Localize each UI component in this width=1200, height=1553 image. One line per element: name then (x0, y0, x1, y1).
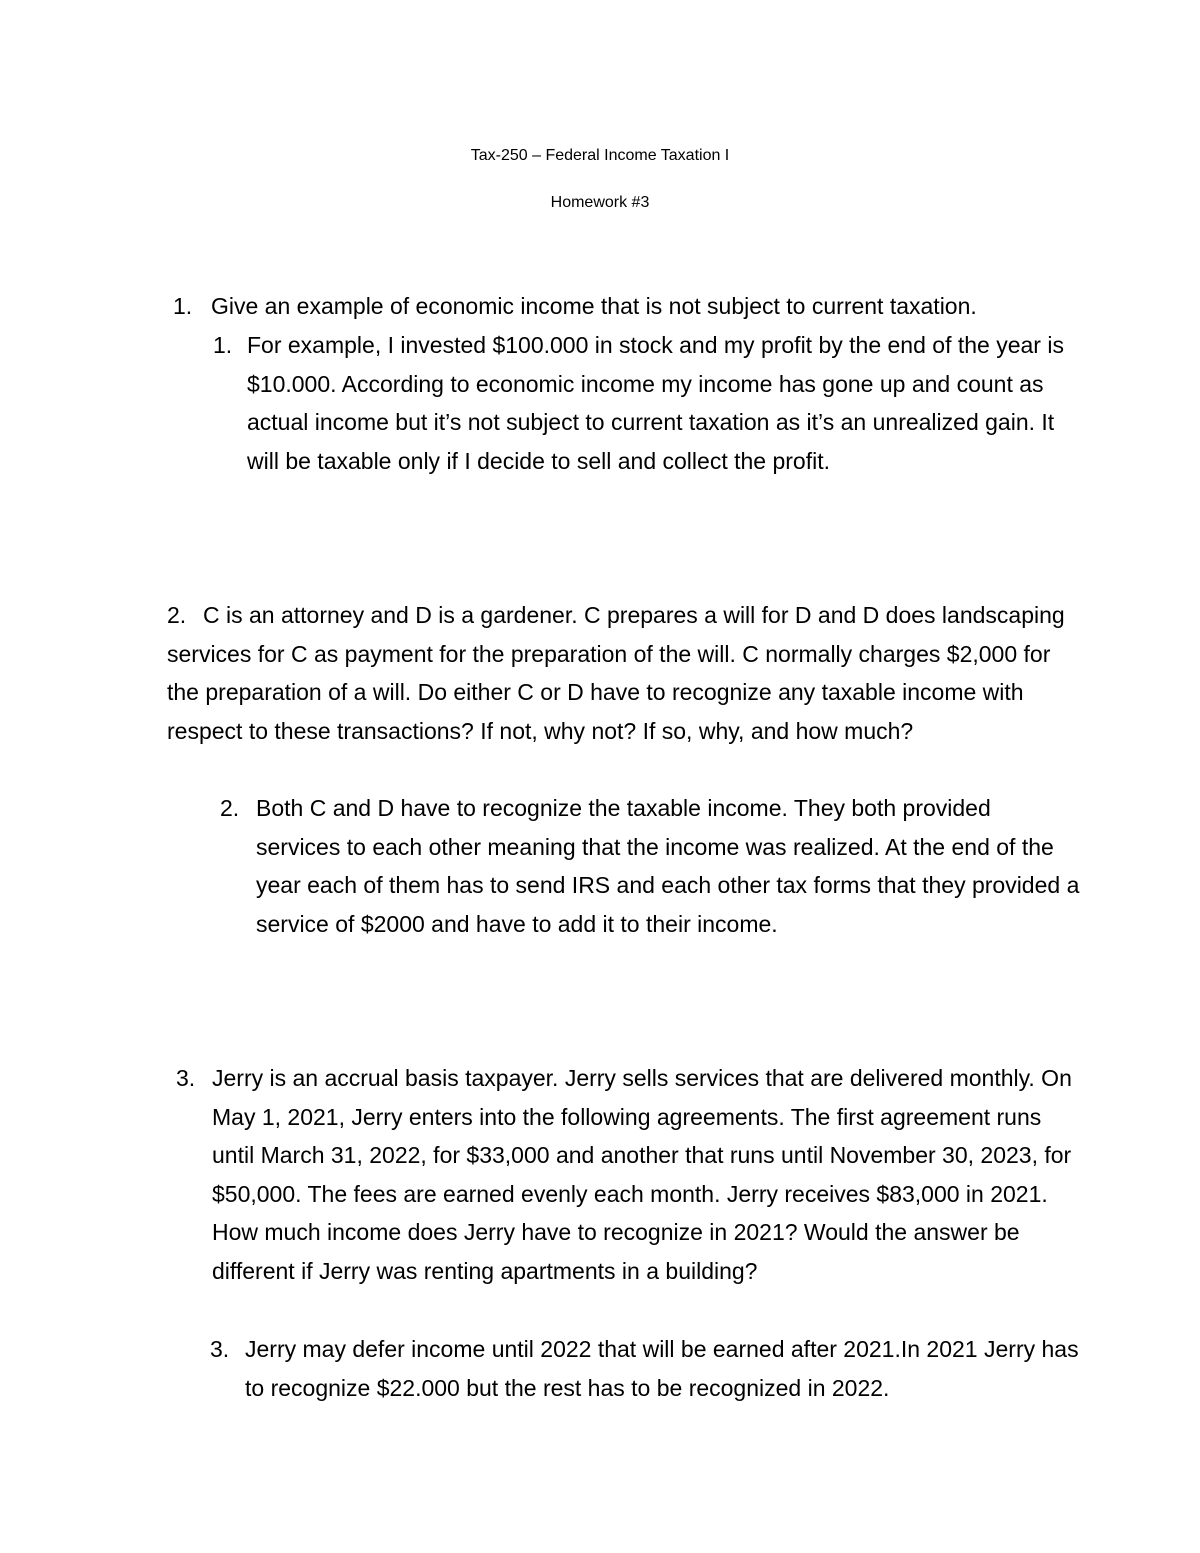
question-2-text: C is an attorney and D is a gardener. C prepares a will for D and D does landscaping services for C as payment for the preparation of the will. C normally charges $2,000 for the preparation of a will. Do either C or D have to recognize any taxable income with respect to these transactions? If not, why not? If so, why, and how much? (167, 602, 1065, 744)
question-2-number: 2. (167, 602, 187, 628)
question-1 (173, 287, 1073, 326)
answer-3 (210, 1330, 1080, 1407)
answer-2-number: 2. (220, 795, 240, 821)
answer-1-text: For example, I invested $100.000 in stock and my profit by the end of the year is $10.000. According to economic income my income has gone up and count as actual income but it’s not subject to current taxation as it’s an unrealized gain. It will be taxable only if I decide to sell and collect the profit. (247, 332, 1064, 474)
question-1-text: Give an example of economic income that is not subject to current taxation. (211, 293, 977, 319)
answer-1-number: 1. (213, 332, 233, 358)
document-subtitle: Homework #3 (550, 194, 650, 211)
answer-2 (220, 789, 1080, 943)
answer-2-text: Both C and D have to recognize the taxable income. They both provided services to each other meaning that the income was realized. At the end of the year each of them has to send IRS and each other tax forms that they provided a service of $2000 and have to add it to their income. (256, 795, 1080, 937)
answer-3-text: Jerry may defer income until 2022 that will be earned after 2021.In 2021 Jerry has to recognize $22.000 but the rest has to be recognized in 2022. (245, 1336, 1079, 1401)
answer-1 (213, 326, 1083, 480)
document-title: Tax-250 – Federal Income Taxation I (470, 147, 730, 164)
question-3 (176, 1059, 1076, 1290)
question-3-number: 3. (176, 1065, 196, 1091)
answer-3-number: 3. (210, 1336, 230, 1362)
question-3-text: Jerry is an accrual basis taxpayer. Jerry sells services that are delivered monthly. On May 1, 2021, Jerry enters into the following agreements. The first agreement runs until March 31, 2022, for $33,000 and another that runs until November 30, 2023, for $50,000. The fees are earned evenly each month. Jerry receives $83,000 in 2021. How much income does Jerry have to recognize in 2021? Would the answer be different if Jerry was renting apartments in a building? (212, 1065, 1072, 1284)
question-2 (167, 596, 1067, 750)
question-1-number: 1. (173, 293, 193, 319)
